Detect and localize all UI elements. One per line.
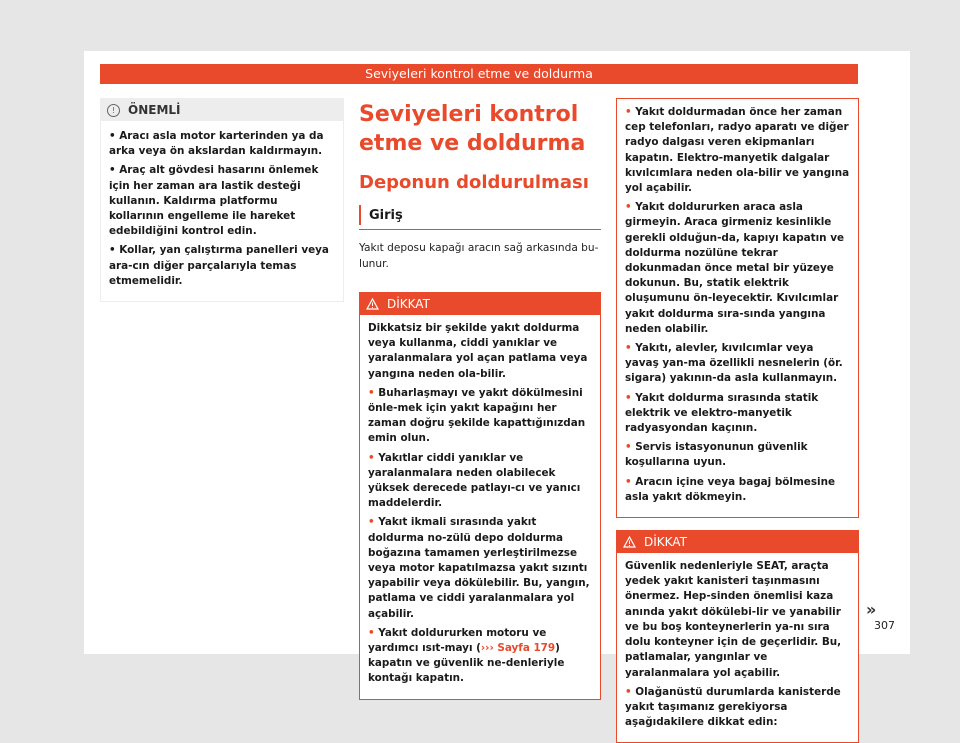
warning-box-continued bbox=[616, 98, 859, 518]
list-item: • Yakıtı, alevler, kıvılcımlar veya yavaş yan-ma özellikli nesnelerin (ör. sigara) yakının-da asla kullanmayın. bbox=[625, 342, 843, 385]
continue-mark: » bbox=[866, 600, 877, 619]
info-circle-icon: ! bbox=[107, 104, 120, 117]
list-item: • Yakıtlar ciddi yanıklar ve yaralanmalara neden olabilecek yüksek derecede patlayı-cı ve yanıcı maddelerdir. bbox=[368, 451, 581, 510]
list-item: • Yakıt doldurmadan önce her zaman cep telefonları, radyo aparatı ve diğer radyo dalgası veren ekipmanları kapatın. Elektro-manyetik dalgalar kıvılcımlara neden ola-bilir ve yangına yol açabilir. bbox=[625, 106, 850, 195]
header-title: Seviyeleri kontrol etme ve doldurma bbox=[365, 66, 593, 81]
page-number: 307 bbox=[874, 619, 895, 632]
warning-heading: DİKKAT bbox=[644, 535, 687, 550]
list-item: • Buharlaşmayı ve yakıt dökülmesini önle-mek için yakıt kapağını her zaman doğru şekilde kapattığınızdan emin olun. bbox=[368, 386, 586, 445]
page-header bbox=[100, 64, 858, 84]
warning-header bbox=[617, 531, 858, 553]
important-box bbox=[100, 98, 344, 302]
list-item: • Servis istasyonunun güvenlik koşullarına uyun. bbox=[625, 441, 808, 469]
page-title: Seviyeleri kontrol etme ve doldurma bbox=[359, 102, 586, 156]
important-heading: ÖNEMLİ bbox=[128, 103, 181, 117]
list-item: • Olağanüstü durumlarda kanisterde yakıt taşımanız gerekiyorsa aşağıdakilere dikkat edin: bbox=[625, 685, 841, 729]
warning-lead: Dikkatsiz bir şekilde yakıt doldurma veya kullanma, ciddi yanıklar ve yaralanmalara yol açan patlama veya yangına neden ola-bilir. bbox=[368, 322, 588, 380]
list-item: • Yakıt doldururken motoru ve yardımcı ısıt-mayı (››› Sayfa 179) kapatın ve güvenlik ne-denleriyle kontağı kapatın. bbox=[368, 626, 565, 685]
important-header bbox=[101, 99, 343, 121]
list-item: • Yakıt doldurma sırasında statik elektrik ve elektro-manyetik radyasyondan kaçının. bbox=[625, 391, 819, 435]
subsection-heading bbox=[359, 201, 601, 230]
list-item: • Aracı asla motor karterinden ya da arka veya ön akslardan kaldırmayın. bbox=[109, 130, 324, 158]
warning-lead: Güvenlik nedenleriyle SEAT, araçta yedek yakıt kanisteri taşınmasını önermez. Hep-sinden önemlisi kaza anında yakıt dökülebi-lir ve yanabilir ve bu boş konteynerlerin ya-nı sıra dolu konteyner için de geçerlidir. Bu, patlamalar, yangınlar ve yaralanmalara yol açabilir. bbox=[625, 560, 842, 679]
warning-header bbox=[360, 293, 600, 315]
list-item: • Kollar, yan çalıştırma panelleri veya ara-cın diğer parçalarıyla temas etmemelidir. bbox=[109, 244, 329, 287]
warning-triangle-icon bbox=[366, 298, 379, 310]
list-item: • Araç alt gövdesi hasarını önlemek için her zaman ara lastik desteği kullanın. Kaldırma platformu kollarının engelleme ile hareket edebildiğini kontrol edin. bbox=[109, 164, 319, 238]
warning-box bbox=[359, 292, 601, 700]
middle-column bbox=[359, 100, 601, 700]
section-title: Deponun doldurulması bbox=[359, 172, 589, 193]
list-item: • Aracın içine veya bagaj bölmesine asla yakıt dökmeyin. bbox=[625, 475, 836, 503]
warning-box-2 bbox=[616, 530, 859, 743]
right-column bbox=[616, 98, 859, 743]
left-column bbox=[100, 98, 344, 302]
list-item: • Yakıt doldururken araca asla girmeyin. Araca girmeniz kesinlikle gerekli olduğun-da, kapıyı kapatın ve doldurma nozülüne tekrar dokunmadan önce metal bir yüzeye dokunun. Bu, statik elektrik oluşumunu ön-leyecektir. Kıvılcımlar yakıt doldurma sıra-sında yangına neden olabilir. bbox=[625, 201, 845, 335]
list-item: • Yakıt ikmali sırasında yakıt doldurma no-zülü depo doldurma boğazına tamamen yerleştirilmezse veya motor kapatılmazsa yakıt sızıntı yapabilir veya dökülebilir. Bu, yangın, patlama ve ciddi yaralanmalara yol açabilir. bbox=[368, 516, 590, 620]
warning-heading: DİKKAT bbox=[387, 297, 430, 311]
warning-triangle-icon bbox=[623, 536, 636, 548]
page-reference-link[interactable]: ››› Sayfa 179 bbox=[480, 642, 556, 655]
intro-text: Yakıt deposu kapağı aracın sağ arkasında bu-lunur. bbox=[359, 242, 599, 270]
subsection-label: Giriş bbox=[369, 207, 403, 223]
heading-accent-bar bbox=[359, 205, 361, 225]
